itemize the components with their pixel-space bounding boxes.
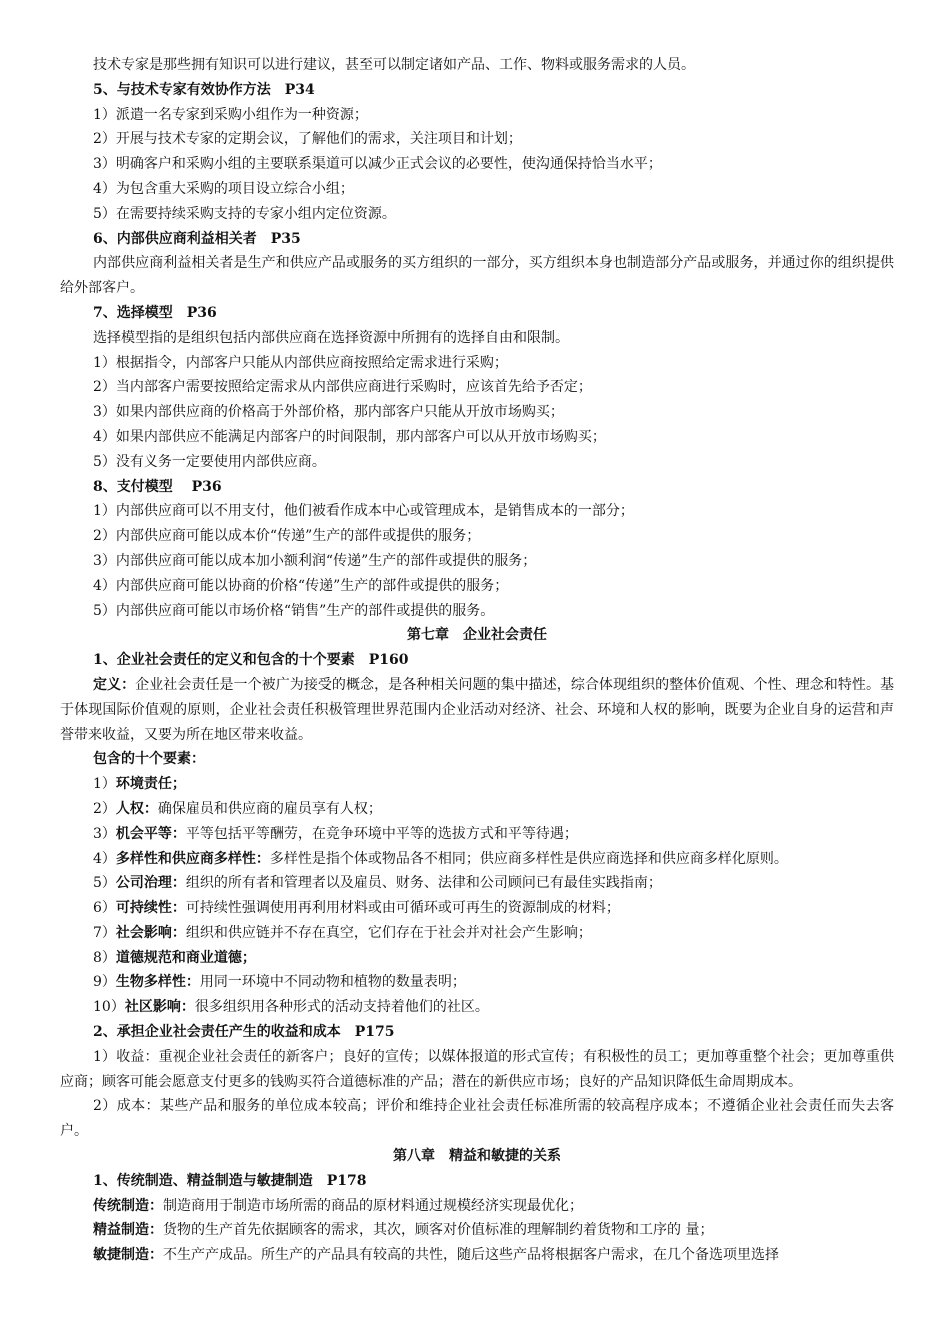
list-item [60,772,894,797]
list-item-label: 社区影响： [124,999,195,1016]
text-line: 1）派遣一名专家到采购小组作为一种资源； [93,106,368,123]
paragraph [60,673,894,747]
list-item [60,995,894,1020]
paragraph-text: 内部供应商利益相关者是生产和供应产品或服务的买方组织的一部分，买方组织本身也制造部分产品或服务，并通过你的组织提供给外部客户。 [60,255,894,297]
section-heading: 包含的十个要素： [93,751,205,768]
definition-text: 货物的生产首先依据顾客的需求，其次，顾客对价值标准的理解制约着货物和工序的 量； [163,1222,714,1239]
definition-label: 精益制造： [93,1222,163,1239]
list-item-number: 5） [93,875,116,892]
list-item-text: 多样性是指个体或物品各不相同；供应商多样性是供应商选择和供应商多样化原则。 [269,850,788,867]
paragraph [60,1094,894,1144]
paragraph [60,1045,894,1095]
chapter-title: 第七章 企业社会责任 [407,627,547,644]
list-item-label: 环境责任； [115,776,186,793]
list-item [60,896,894,921]
list-item-number: 3） [93,825,116,842]
text-line: 4）如果内部供应不能满足内部客户的时间限制，那内部客户可以从开放市场购买； [93,428,606,445]
list-item [60,822,894,847]
list-item [60,847,894,872]
list-item-label: 社会影响： [115,924,186,941]
text-line: 2）当内部客户需要按照给定需求从内部供应商进行采购时，应该首先给予否定； [93,379,592,396]
text-line: 3）明确客户和采购小组的主要联系渠道可以减少正式会议的必要性，使沟通保持恰当水平； [93,156,662,173]
text-line: 4）内部供应商可能以协商的价格“传递”生产的部件或提供的服务； [93,577,509,594]
text-line: 技术专家是那些拥有知识可以进行建议，甚至可以制定诸如产品、工作、物料或服务需求的人员。 [93,57,695,73]
definition-text: 不生产产成品。所生产的产品具有较高的共性，随后这些产品将根据客户需求，在几个备选项里选择 [163,1247,779,1264]
definition-line [60,1194,894,1219]
list-item-text: 组织的所有者和管理者以及雇员、财务、法律和公司顾问已有最佳实践指南； [185,875,662,892]
section-heading: 8、支付模型 P36 [93,478,222,495]
list-item-label: 多样性和供应商多样性： [115,850,270,867]
list-item-number: 4） [93,850,116,867]
paragraph-text: 2）成本：某些产品和服务的单位成本较高；评价和维持企业社会责任标准所需的较高程序成本；不遵循企业社会责任而失去客户。 [60,1098,894,1140]
text-line: 2）开展与技术专家的定期会议，了解他们的需求，关注项目和计划； [93,131,522,148]
list-item-number: 1） [93,776,116,793]
text-line: 2）内部供应商可能以成本价“传递”生产的部件或提供的服务； [93,528,481,545]
list-item-text: 组织和供应链并不存在真空，它们存在于社会并对社会产生影响； [185,924,592,941]
text-line: 选择模型指的是组织包括内部供应商在选择资源中所拥有的选择自由和限制。 [93,329,569,346]
list-item-text: 很多组织用各种形式的活动支持着他们的社区。 [194,999,489,1016]
list-item-number: 2） [93,800,116,817]
definition-label: 传统制造： [93,1197,163,1214]
section-heading: 1、企业社会责任的定义和包含的十个要素 P160 [93,652,409,669]
section-heading: 6、内部供应商利益相关者 P35 [93,230,301,247]
document-page [60,53,894,1268]
text-line: 1）内部供应商可以不用支付，他们被看作成本中心或管理成本，是销售成本的一部分； [93,503,634,520]
list-item-label: 可持续性： [115,900,186,917]
definition-line [60,1243,894,1268]
paragraph-label: 定义： [93,676,136,693]
section-heading: 7、选择模型 P36 [93,304,217,321]
list-item-text: 平等包括平等酬劳，在竞争环境中平等的选拔方式和平等待遇； [185,825,578,842]
list-item-number: 9） [93,974,116,991]
list-item-label: 公司治理： [115,875,186,892]
text-line: 3）如果内部供应商的价格高于外部价格，那内部客户只能从开放市场购买； [93,404,564,421]
list-item [60,797,894,822]
list-item-text: 用同一环境中不同动物和植物的数量表明； [199,974,466,991]
list-item-label: 生物多样性： [115,974,200,991]
list-item-number: 8） [93,949,116,966]
text-line: 5）在需要持续采购支持的专家小组内定位资源。 [93,205,396,222]
chapter-title: 第八章 精益和敏捷的关系 [393,1148,561,1165]
paragraph-text: 企业社会责任是一个被广为接受的概念，是各种相关问题的集中描述，综合体现组织的整体价值观、个性、理念和特性。基于体现国际价值观的原则，企业社会责任积极管理世界范围内企业活动对经济、社会、环境和人权的影响，既要为企业自身的运营和声誉带来收益，又要为所在地区带来收益。 [60,676,895,743]
list-item [60,970,894,995]
paragraph-text: 1）收益：重视企业社会责任的新客户；良好的宣传；以媒体报道的形式宣传；有积极性的员工；更加尊重整个社会；更加尊重供应商；顾客可能会愿意支付更多的钱购买符合道德标准的产品；潜在的新供应市场；良好的产品知识降低生命周期成本。 [60,1048,894,1090]
list-item-text: 可持续性强调使用再利用材料或由可循环或可再生的资源制成的材料； [185,900,620,917]
list-item [60,946,894,971]
definition-label: 敏捷制造： [93,1247,163,1264]
list-item-label: 人权： [115,800,158,817]
text-line: 3）内部供应商可能以成本加小额利润“传递”生产的部件或提供的服务； [93,552,537,569]
text-line: 4）为包含重大采购的项目设立综合小组； [93,180,354,197]
paragraph [60,251,894,301]
list-item-number: 7） [93,924,116,941]
list-item [60,871,894,896]
section-heading: 2、承担企业社会责任产生的收益和成本 P175 [93,1024,395,1041]
section-heading: 5、与技术专家有效协作方法 P34 [93,81,315,98]
list-item-text: 确保雇员和供应商的雇员享有人权； [157,800,382,817]
text-line: 1）根据指令，内部客户只能从内部供应商按照给定需求进行采购； [93,354,508,371]
list-item-number: 10） [93,999,125,1016]
list-item-label: 道德规范和商业道德； [115,949,256,966]
text-line: 5）内部供应商可能以市场价格“销售”生产的部件或提供的服务。 [93,602,495,619]
definition-text: 制造商用于制造市场所需的商品的原材料通过规模经济实现最优化； [163,1197,583,1214]
section-heading: 1、传统制造、精益制造与敏捷制造 P178 [93,1172,367,1189]
list-item-number: 6） [93,900,116,917]
list-item-label: 机会平等： [115,825,186,842]
list-item [60,921,894,946]
definition-line [60,1218,894,1243]
text-line: 5）没有义务一定要使用内部供应商。 [93,453,326,470]
